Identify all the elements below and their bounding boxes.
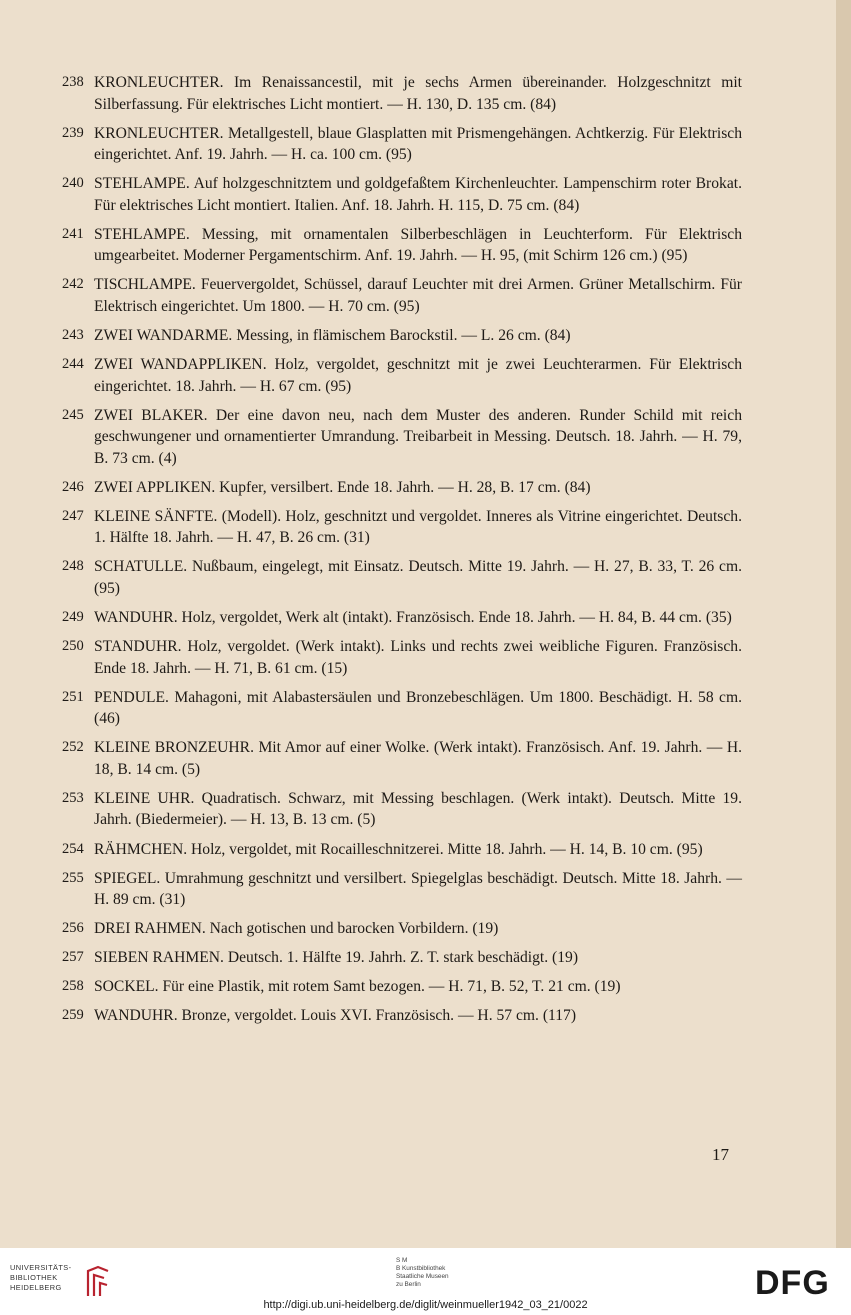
entry-number: 255 (62, 869, 84, 886)
catalog-entry (62, 918, 742, 940)
entry-text: STANDUHR. Holz, vergoldet. (Werk intakt). Links und rechts zwei weibliche Figuren. Französisch. Ende 18. Jahrh. — H. 71, B. 61 cm. (15) (94, 638, 742, 677)
entry-number: 257 (62, 949, 84, 966)
entry-number: 245 (62, 406, 84, 423)
catalog-entry-list (62, 72, 742, 1035)
entry-text: PENDULE. Mahagoni, mit Alabastersäulen und Bronzebeschlägen. Um 1800. Beschädigt. H. 58 cm. (46) (94, 688, 742, 728)
catalog-entry (62, 687, 742, 730)
entry-number: 241 (62, 225, 84, 242)
entry-number: 247 (62, 507, 84, 524)
catalog-entry (62, 737, 742, 780)
catalog-entry (62, 947, 742, 969)
catalog-entry (62, 173, 742, 216)
entry-number: 251 (62, 688, 84, 705)
entry-text: ZWEI BLAKER. Der eine davon neu, nach dem Muster des anderen. Runder Schild mit reich geschwungener und ornamentierter Umrandung. Treibarbeit in Messing. Deutsch. 18. Jahrh. — H. 79, B. 73 cm. (4) (94, 406, 742, 467)
entry-number: 239 (62, 124, 84, 141)
entry-text: SOCKEL. Für eine Plastik, mit rotem Samt bezogen. — H. 71, B. 52, T. 21 cm. (19) (94, 978, 621, 996)
viewer-footer (0, 1248, 851, 1315)
document-url[interactable]: http://digi.ub.uni-heidelberg.de/diglit/weinmueller1942_03_21/0022 (263, 1299, 588, 1311)
catalog-entry (62, 506, 742, 549)
entry-text: DREI RAHMEN. Nach gotischen und barocken Vorbildern. (19) (94, 920, 499, 938)
catalog-entry (62, 976, 742, 998)
entry-text: ZWEI APPLIKEN. Kupfer, versilbert. Ende 18. Jahrh. — H. 28, B. 17 cm. (84) (94, 478, 591, 496)
entry-number: 252 (62, 739, 84, 756)
dfg-logo[interactable]: DFG (755, 1264, 830, 1302)
entry-number: 238 (62, 74, 84, 90)
catalog-entry (62, 839, 742, 861)
catalog-entry (62, 868, 742, 911)
page-number: 17 (712, 1145, 729, 1164)
entry-text: KLEINE BRONZEUHR. Mit Amor auf einer Wolke. (Werk intakt). Französisch. Anf. 19. Jahrh. — H. 18, B. 14 cm. (5) (94, 739, 742, 778)
entry-text: ZWEI WANDAPPLIKEN. Holz, vergoldet, geschnitzt mit je zwei Leuchterarmen. Für Elektrisch eingerichtet. 18. Jahrh. — H. 67 cm. (95) (94, 356, 742, 395)
entry-number: 249 (62, 609, 84, 626)
entry-number: 246 (62, 478, 84, 495)
entry-text: KLEINE UHR. Quadratisch. Schwarz, mit Messing beschlagen. (Werk intakt). Deutsch. Mitte 19. Jahrh. (Biedermeier). — H. 13, B. 13 cm. (5) (94, 789, 742, 829)
entry-number: 248 (62, 558, 84, 575)
entry-number: 256 (62, 920, 84, 937)
entry-number: 259 (62, 1007, 84, 1024)
entry-text: RÄHMCHEN. Holz, vergoldet, mit Rocailleschnitzerei. Mitte 18. Jahrh. — H. 14, B. 10 cm. (95) (94, 840, 703, 858)
library-logo[interactable] (10, 1263, 110, 1303)
catalog-entry (62, 224, 742, 267)
page-edge-shadow (836, 0, 851, 1248)
entry-text: ZWEI WANDARME. Messing, in flämischem Barockstil. — L. 26 cm. (84) (94, 326, 571, 344)
catalog-entry (62, 72, 742, 115)
entry-number: 240 (62, 175, 84, 192)
entry-number: 254 (62, 840, 84, 857)
entry-text: TISCHLAMPE. Feuervergoldet, Schüssel, darauf Leuchter mit drei Armen. Grüner Metallschirm. Für Elektrisch eingerichtet. Um 1800. — H. 70 cm. (95) (94, 276, 742, 315)
entry-text: KLEINE SÄNFTE. (Modell). Holz, geschnitzt und vergoldet. Inneres als Vitrine eingerichtet. Deutsch. 1. Hälfte 18. Jahrh. — H. 47, B. 26 cm. (31) (94, 507, 742, 547)
entry-text: WANDUHR. Bronze, vergoldet. Louis XVI. Französisch. — H. 57 cm. (117) (94, 1007, 577, 1025)
catalog-entry (62, 1005, 742, 1027)
entry-number: 242 (62, 276, 84, 293)
entry-number: 253 (62, 789, 84, 806)
catalog-entry (62, 325, 742, 347)
catalog-entry (62, 354, 742, 397)
entry-text: WANDUHR. Holz, vergoldet, Werk alt (intakt). Französisch. Ende 18. Jahrh. — H. 84, B. 44 cm. (35) (94, 609, 732, 627)
catalog-entry (62, 477, 742, 499)
catalog-entry (62, 405, 742, 470)
catalog-entry (62, 274, 742, 317)
entry-text: KRONLEUCHTER. Im Renaissancestil, mit je sechs Armen übereinander. Holzgeschnitzt mit Silberfassung. Für elektrisches Licht montiert. — H. 130, D. 135 cm. (84) (94, 74, 742, 113)
catalog-entry (62, 123, 742, 166)
catalog-entry (62, 788, 742, 831)
museum-stamp: S M B Kunstbibliothek Staatliche Museen zu Berlin (396, 1257, 449, 1288)
entry-number: 258 (62, 978, 84, 995)
catalog-entry (62, 556, 742, 599)
entry-text: STEHLAMPE. Auf holzgeschnitztem und goldgefaßtem Kirchenleuchter. Lampenschirm roter Brokat. Für elektrisches Licht montiert. Italien. Anf. 18. Jahrh. H. 115, D. 75 cm. (84) (94, 175, 742, 214)
entry-number: 243 (62, 326, 84, 343)
entry-text: KRONLEUCHTER. Metallgestell, blaue Glasplatten mit Prismengehängen. Achtkerzig. Für Elektrisch eingerichtet. Anf. 19. Jahrh. — H. ca. 100 cm. (95) (94, 124, 742, 164)
entry-text: SIEBEN RAHMEN. Deutsch. 1. Hälfte 19. Jahrh. Z. T. stark beschädigt. (19) (94, 949, 579, 967)
catalog-entry (62, 607, 742, 629)
library-emblem-icon (85, 1265, 111, 1299)
entry-number: 244 (62, 356, 84, 373)
entry-text: SPIEGEL. Umrahmung geschnitzt und versilbert. Spiegelglas beschädigt. Deutsch. Mitte 18. Jahrh. — H. 89 cm. (31) (94, 869, 742, 909)
library-logo-text: UNIVERSITÄTS- BIBLIOTHEK HEIDELBERG (10, 1263, 72, 1292)
entry-text: STEHLAMPE. Messing, mit ornamentalen Silberbeschlägen in Leuchterform. Für Elektrisch umgearbeitet. Moderner Pergamentschirm. Anf. 19. Jahrh. — H. 95, (mit Schirm 126 cm.) (95) (94, 225, 742, 265)
entry-text: SCHATULLE. Nußbaum, eingelegt, mit Einsatz. Deutsch. Mitte 19. Jahrh. — H. 27, B. 33, T. 26 cm. (95) (94, 558, 742, 597)
entry-number: 250 (62, 638, 84, 655)
catalog-entry (62, 636, 742, 679)
